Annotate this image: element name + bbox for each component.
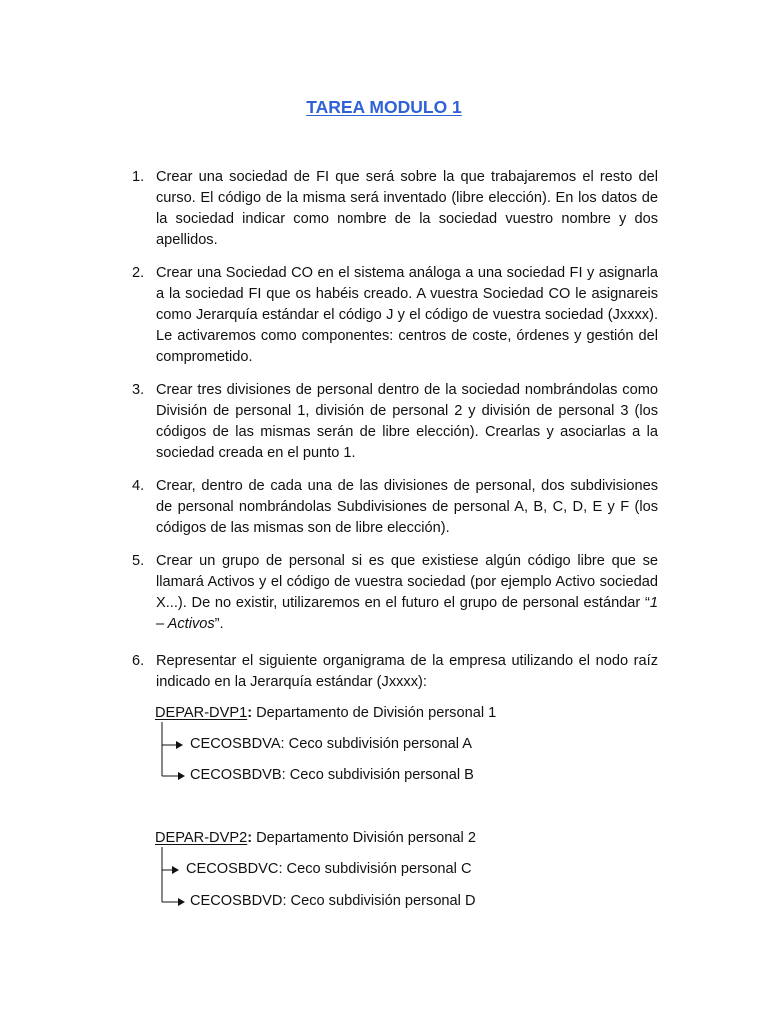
list-text-italic: 1 – Activos (156, 595, 658, 632)
org-node-dvp1 (155, 703, 496, 724)
list-text: Crear, dentro de cada una de las divisiones de personal, dos subdivisiones de personal nombrándolas Subdivisiones de personal A, B, C, D, E y F (los códigos de las mismas son de libre elección). (156, 478, 658, 536)
arrow-right-icon (176, 741, 183, 749)
list-text: Crear una sociedad de FI que será sobre la que trabajaremos el resto del curso. El código de la misma será inventado (libre elección). En los datos de la sociedad indicar como nombre de la sociedad vuestro nombre y dos apellidos. (156, 169, 658, 248)
list-text (156, 551, 658, 635)
org-connector-dvp1 (150, 722, 190, 782)
list-text: Crear una Sociedad CO en el sistema análoga a una sociedad FI y asignarla a la sociedad FI que os habéis creado. A vuestra Sociedad CO le asignareis como Jerarquía estándar el código J y el código de vuestra sociedad (Jxxxx). Le activaremos como componentes: centros de coste, órdenes y gestión del comprometido. (156, 265, 658, 365)
list-number: 3. (132, 382, 145, 398)
arrow-right-icon (178, 898, 185, 906)
list-item-5 (132, 551, 658, 635)
list-text-part: Crear un grupo de personal si es que existiese algún código libre que se llamará Activos y el código de vuestra sociedad (por ejemplo Activo sociedad X...). De no existir, utilizaremos en el futuro el grupo de personal estándar “ (156, 553, 658, 611)
org-child-b: CECOSBDVB: Ceco subdivisión personal B (190, 767, 474, 783)
org-node-colon: : (247, 830, 253, 846)
document-title: TAREA MODULO 1 (306, 97, 462, 117)
list-item-6 (132, 651, 658, 693)
list-item-4 (132, 476, 658, 539)
org-child-d: CECOSBDVD: Ceco subdivisión personal D (190, 893, 476, 909)
list-text-part: ”. (214, 616, 224, 632)
list-item-1 (132, 167, 658, 251)
list-item-3 (132, 380, 658, 464)
org-node-dvp2 (155, 828, 476, 849)
org-node-colon: : (247, 705, 253, 721)
list-text: Representar el siguiente organigrama de la empresa utilizando el nodo raíz indicado en la Jerarquía estándar (Jxxxx): (156, 653, 658, 690)
org-child-c: CECOSBDVC: Ceco subdivisión personal C (186, 861, 472, 877)
org-node-desc: Departamento División personal 2 (252, 830, 476, 846)
list-number: 4. (132, 478, 145, 494)
arrow-right-icon (178, 772, 185, 780)
org-node-desc: Departamento de División personal 1 (252, 705, 497, 721)
list-item-2 (132, 263, 658, 368)
list-number: 2. (132, 265, 145, 281)
list-text: Crear tres divisiones de personal dentro de la sociedad nombrándolas como División de personal 1, división de personal 2 y división de personal 3 (los códigos de las mismas serán de libre elección). Crearlas y asociarlas a la sociedad creada en el punto 1. (156, 382, 658, 461)
list-number: 5. (132, 553, 145, 569)
list-number: 1. (132, 169, 145, 185)
org-node-code: DEPAR-DVP1 (155, 705, 248, 721)
org-child-a: CECOSBDVA: Ceco subdivisión personal A (190, 736, 473, 752)
org-node-code: DEPAR-DVP2 (155, 830, 248, 846)
list-number: 6. (132, 653, 145, 669)
arrow-right-icon (172, 866, 179, 874)
org-connector-dvp2 (150, 847, 190, 909)
